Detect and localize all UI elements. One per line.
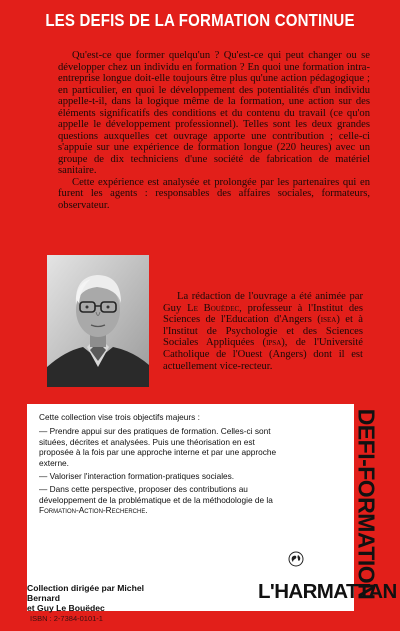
isea-abbr: isea	[320, 314, 337, 326]
collection-heading: Cette collection vise trois objectifs majeurs :	[39, 412, 200, 422]
author-bio-text-c: ), de l'Université Catholique de l'Ouest (Angers) dont il est actuellement vice-recteur.	[163, 337, 363, 372]
director-line-1: Collection dirigée par Michel Bernard	[27, 583, 144, 603]
objective-1: — Prendre appui sur des pratiques de formation. Celles-ci sont situées, décrites et analysées. Puis une théorisation en est proposée à la fois par une approche interne et par une approche externe.	[39, 426, 277, 468]
isbn: ISBN : 2-7384-0101-1	[30, 614, 103, 623]
collection-description	[39, 412, 287, 519]
author-bio-paragraph	[163, 291, 363, 372]
author-portrait-image	[47, 255, 149, 387]
author-bio-text-b: ) et à l'Institut de Psychologie et des Sciences Sociales Appliquées (	[163, 314, 363, 349]
author-name: Le Bouëdec	[187, 302, 240, 314]
formation-action-recherche: Formation-Action-Recherche	[39, 505, 146, 516]
collection-name-vertical	[353, 404, 379, 604]
ipsa-abbr: ipsa	[266, 337, 282, 349]
collection-director	[27, 584, 177, 613]
collection-name: DEFI-FORMATION	[353, 408, 380, 600]
author-bio-lead: La rédaction de l'ouvrage a été animée par Guy	[163, 291, 363, 314]
intro-paragraph-2: Cette expérience est analysée et prolongée par les partenaires qui en furent les agents : responsables des affaires sociales, formateurs, observateur.	[58, 176, 370, 211]
objective-2: — Valoriser l'interaction formation-pratiques sociales.	[39, 471, 235, 482]
author-bio-text-a: , professeur à l'Institut des Sciences de l'Education d'Angers (	[163, 302, 363, 326]
director-line-2: et Guy Le Bouëdec	[27, 602, 105, 613]
globe-icon	[288, 551, 304, 567]
intro-paragraph-1: Qu'est-ce que former quelqu'un ? Qu'est-ce qui peut changer ou se développer chez un individu en formation ? En quoi une formation intra-entreprise longue doit-elle toujours être plus qu'une action pédagogique ; en particulier, en quoi le développement des potentialités d'un individu appelle-t-il, dans la logique même de la formation, une action sur des éléments significatifs des conditions et du contenu du travail (ce qu'on appelle le développement professionnel). Telles sont les deux grandes questions auxquelles cet ouvrage apporte une contribution ; celle-ci s'appuie sur une expérience de formation longue (220 heures) avec un groupe de dix techniciens d'une société de fabrication de matériel sanitaire.	[58, 50, 370, 176]
objective-3	[39, 484, 287, 515]
intro-text	[58, 50, 370, 211]
cover-title: LES DEFIS DE LA FORMATION CONTINUE	[45, 10, 355, 30]
author-photo	[47, 255, 149, 387]
objective-3-end: .	[145, 505, 148, 516]
objective-3-text: — Dans cette perspective, proposer des contributions au développement de la problématique et de la méthodologie de la	[39, 484, 273, 505]
publisher-name: L'HARMATTAN	[258, 580, 397, 603]
author-bio	[163, 291, 363, 372]
